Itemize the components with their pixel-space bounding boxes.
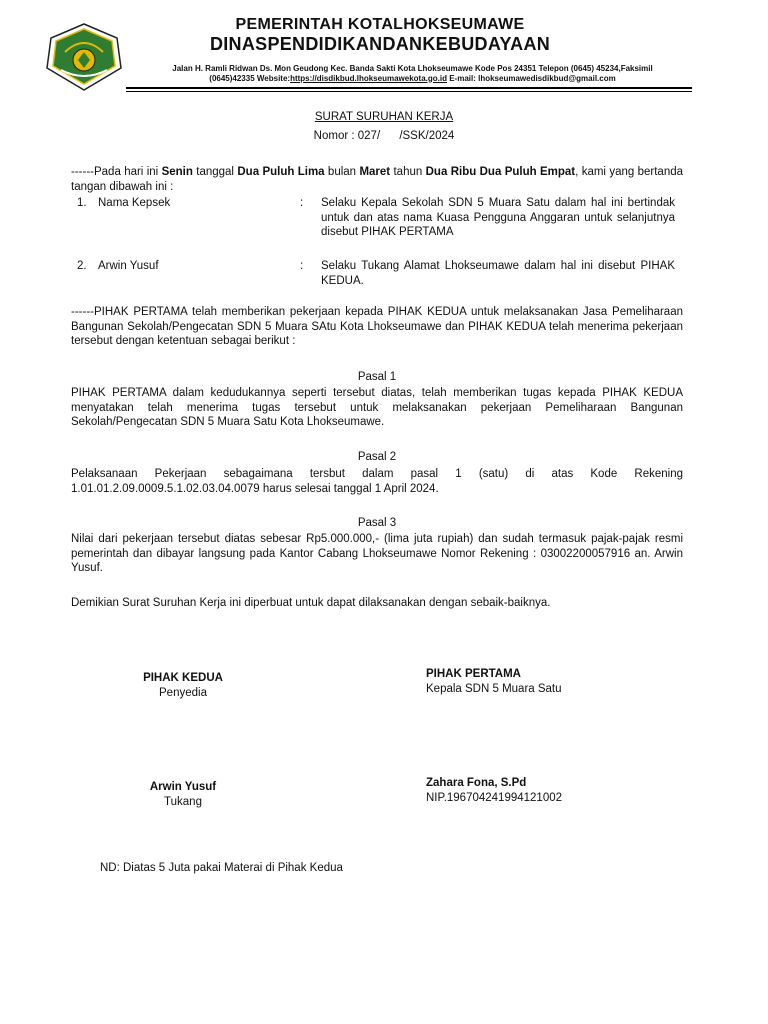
opening-text: tanggal [192,166,238,178]
party-name: Nama Kepsek [98,197,171,209]
opening-text: , kami yang bertanda tangan dibawah ini : [71,166,684,193]
opening-text: ------Pada hari ini [71,166,162,178]
signature-party: PIHAK KEDUA [143,672,223,684]
party-number: 1. [77,197,87,209]
party-separator: : [300,260,304,272]
pasal-text: Pelaksanaan Pekerjaan sebagaimana tersbut dalam pasal 1 (satu) di atas Kode Rekening 1.01.01.2.09.0009.5.1.02.03.04.0079 harus selesai tanggal 1 April 2024. [71,468,683,495]
pasal-heading: Pasal 3 [357,517,397,529]
header-government: PEMERINTAH KOTALHOKSEUMAWE [235,16,525,33]
signature-left-name [113,780,253,809]
closing-paragraph: Demikian Surat Suruhan Kerja ini diperbuat untuk dapat dilaksanakan dengan sebaik-baiknya. [71,597,551,609]
document-title: SURAT SURUHAN KERJA [314,111,454,123]
header-rule-thin [126,91,692,92]
footnote: ND: Diatas 5 Juta pakai Materai di Pihak Kedua [100,862,343,874]
opening-date: Dua Puluh Lima [237,166,325,178]
address-line-2: (0645)42335 Website: [209,73,291,83]
address-line-1: Jalan H. Ramli Ridwan Ds. Mon Geudong Kec. Banda Sakti Kota Lhokseumawe Kode Pos 24351 Telepon (0645) 45234,Faksimil [172,64,653,73]
party-number: 2. [77,260,87,272]
opening-month: Maret [359,166,391,178]
signature-party: PIHAK PERTAMA [426,668,521,680]
opening-year: Dua Ribu Dua Puluh Empat [425,166,576,178]
opening-text: bulan [324,166,360,178]
intro-paragraph: ------PIHAK PERTAMA telah memberikan pekerjaan kepada PIHAK KEDUA untuk melaksanakan Jasa Pemeliharaan Bangunan Sekolah/Pengecatan SDN 5 Muara SAtu Kota Lhokseumawe dan PIHAK KEDUA telah menerima pekerjaan tersebut dengan ketentuan sebagai berikut : [71,306,683,347]
opening-day: Senin [161,166,193,178]
opening-paragraph [71,165,683,194]
signatory-position: Tukang [164,795,202,808]
signature-role: Kepala SDN 5 Muara Satu [426,682,562,695]
pasal-text: PIHAK PERTAMA dalam kedudukannya seperti tersebut diatas, telah memberikan tugas kepada PIHAK KEDUA menyatakan telah menerima tugas tersebut untuk melaksanakan pekerjaan Pemeliharaan Bangunan Sekolah/Pengecatan SDN 5 Muara Satu Kota Lhokseumawe. [71,387,683,428]
party-separator: : [300,197,304,209]
address-email: E-mail: lhokseumawedisdikbud@gmail.com [446,73,616,83]
document-number: Nomor : 027/ /SSK/2024 [313,130,455,142]
pasal-heading: Pasal 2 [357,451,397,463]
header-address [135,64,690,83]
pasal-heading: Pasal 1 [357,371,397,383]
party-name: Arwin Yusuf [98,260,159,272]
signature-left [113,671,253,700]
pasal-text: Nilai dari pekerjaan tersebut diatas sebesar Rp5.000.000,- (lima juta rupiah) dan sudah termasuk pajak-pajak resmi pemerintah dan dibayar langsung pada Kantor Cabang Lhokseumawe Nomor Rekening : 03002200057916 an. Arwin Yusuf. [71,533,683,574]
government-seal-icon [45,22,123,92]
website-link[interactable]: https://disdikbud.lhokseumawekota.go.id [290,73,447,83]
header-department: DINASPENDIDIKANDANKEBUDAYAAN [209,34,551,54]
header-rule-thick [126,87,692,89]
signatory-nip: NIP.196704241994121002 [426,791,563,804]
party-description: Selaku Kepala Sekolah SDN 5 Muara Satu dalam hal ini bertindak untuk dan atas nama Kuasa Pengguna Anggaran untuk selanjutnya disebut PIHAK PERTAMA [321,197,675,238]
signature-right [426,667,676,696]
signatory-name: Zahara Fona, S.Pd [426,777,527,789]
signature-role: Penyedia [159,686,207,699]
signatory-name: Arwin Yusuf [149,781,217,793]
party-description: Selaku Tukang Alamat Lhokseumawe dalam hal ini disebut PIHAK KEDUA. [321,260,675,287]
opening-text: tahun [390,166,426,178]
signature-right-name [426,776,676,805]
